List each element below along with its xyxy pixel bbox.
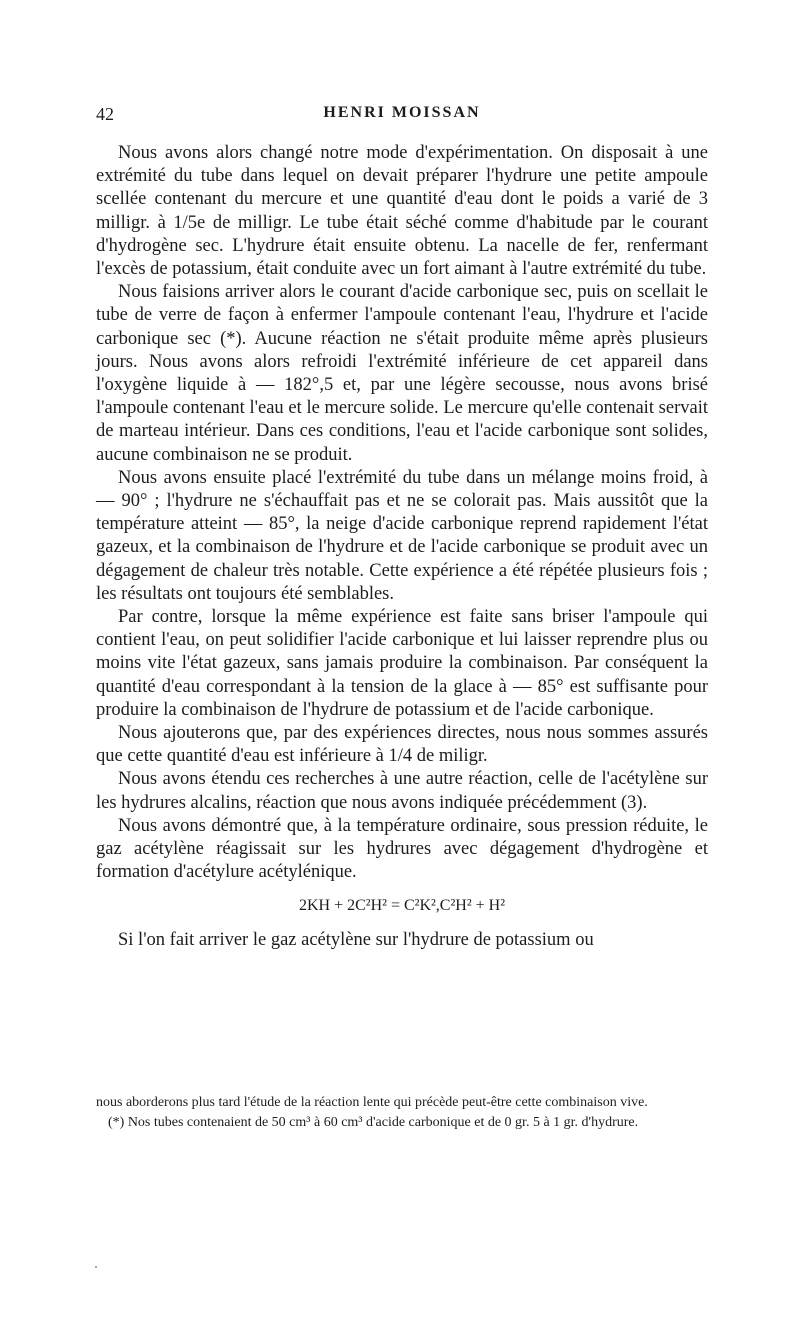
closing-paragraph: Si l'on fait arriver le gaz acétylène sur l'hydrure de potassium ou — [118, 929, 594, 950]
page-number: 42 — [96, 104, 114, 124]
body-text — [96, 142, 708, 952]
page-header — [96, 104, 708, 128]
paragraph: Par contre, lorsque la même expérience est faite sans briser l'ampoule qui contient l'eau, on peut solidifier l'acide carbonique et lui laisser reprendre plus ou moins vite l'état gazeux, sans jamais produire la combinaison. Par conséquent la quantité d'eau correspondant à la tension de la glace à — 85° est suffisante pour produire la combinaison de l'hydrure de potassium et de l'acide carbonique. — [96, 607, 708, 720]
paragraph: Nous avons alors changé notre mode d'expérimentation. On disposait à une extrémité du tube dans lequel on devait préparer l'hydrure une petite ampoule scellée contenant du mercure et une quantité d'eau dont le poids a varié de 3 milligr. à 1/5e de milligr. Le tube était séché comme d'habitude par le courant d'hydrogène sec. L'hydrure était ensuite obtenu. La nacelle de fer, renfermant l'excès de potassium, était conduite avec un fort aimant à l'autre extrémité du tube. — [96, 143, 708, 280]
footnotes — [96, 1094, 708, 1132]
paragraph: Nous avons ensuite placé l'extrémité du tube dans un mélange moins froid, à — 90° ; l'hydrure ne s'échauffait pas et ne se colorait pas. Mais aussitôt que la température atteint — 85°, la neige d'acide carbonique reprend rapidement l'état gazeux, et la combinaison de l'hydrure et de l'acide carbonique se produit avec un dégagement de chaleur très notable. Cette expérience a été répétée plusieurs fois ; les résultats ont toujours été semblables. — [96, 467, 708, 604]
running-title: HENRI MOISSAN — [323, 104, 481, 121]
footnote-continued: nous aborderons plus tard l'étude de la réaction lente qui précède peut-être cette combinaison vive. — [96, 1095, 648, 1110]
paragraph: Nous ajouterons que, par des expériences directes, nous nous sommes assurés que cette quantité d'eau est inférieure à 1/4 de miligr. — [96, 723, 708, 767]
footnote-star: (*) Nos tubes contenaient de 50 cm³ à 60 cm³ d'acide carbonique et de 0 gr. 5 à 1 gr. d'hydrure. — [108, 1115, 639, 1130]
paragraph: Nous avons étendu ces recherches à une autre réaction, celle de l'acétylène sur les hydrures alcalins, réaction que nous avons indiquée précédemment (3). — [96, 769, 708, 813]
chemical-equation: 2KH + 2C²H² = C²K²,C²H² + H² — [299, 896, 505, 914]
stray-ink-mark — [95, 1266, 97, 1268]
paragraph: Nous avons démontré que, à la température ordinaire, sous pression réduite, le gaz acétylène réagissait sur les hydrures avec dégagement d'hydrogène et formation d'acétylure acétylénique. — [96, 815, 708, 883]
paragraph: Nous faisions arriver alors le courant d'acide carbonique sec, puis on scellait le tube de verre de façon à enfermer l'ampoule contenant l'eau, l'hydrure et l'acide carbonique sec (*). Aucune réaction ne s'était produite même après plusieurs jours. Nous avons alors refroidi l'extrémité inférieure de cet appareil dans l'oxygène liquide à — 182°,5 et, par une légère secousse, nous avons brisé l'ampoule contenant l'eau et le mercure solide. Le mercure qu'elle contenait servait de marteau intérieur. Dans ces conditions, l'eau et l'acide carbonique sont solides, aucune combinaison ne se produit. — [96, 282, 708, 465]
